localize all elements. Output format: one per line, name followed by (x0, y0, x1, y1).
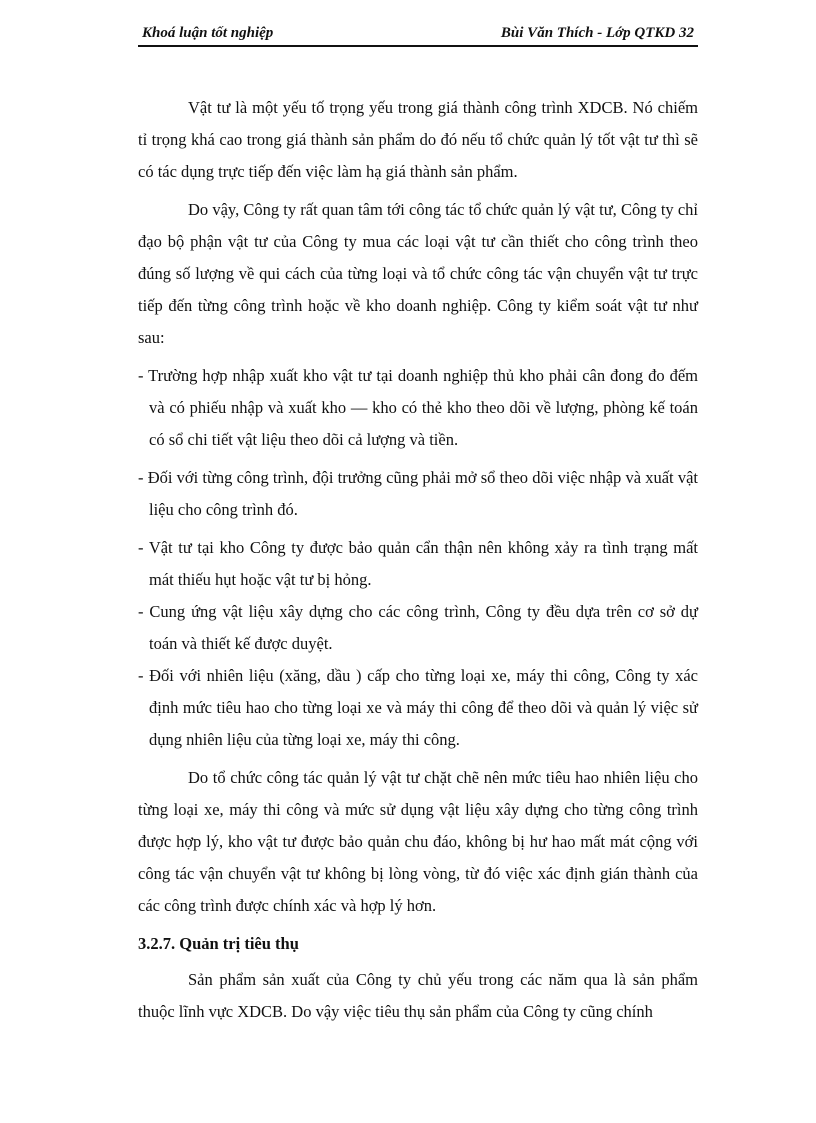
header-rule (138, 45, 698, 47)
page-body (138, 92, 698, 1034)
header-right-author: Bùi Văn Thích - Lớp QTKD 32 (500, 25, 694, 41)
section-heading: 3.2.7. Quản trị tiêu thụ (138, 934, 299, 953)
paragraph: Do tổ chức công tác quản lý vật tư chặt chẽ nên mức tiêu hao nhiên liệu cho từng loại xe, máy thi công và mức sử dụng vật liệu xây dựng cho từng công trình được hợp lý, kho vật tư được bảo quản chu đáo, không bị hư hao mất mát cộng với công tác vận chuyển vật tư không bị lòng vòng, từ đó việc xác định gián thành của các công trình được chính xác và hợp lý hơn. (138, 768, 698, 915)
paragraph: Sản phẩm sản xuất của Công ty chủ yếu trong các năm qua là sản phẩm thuộc lĩnh vực XDCB. Do vậy việc tiêu thụ sản phẩm của Công ty cũng chính (138, 970, 698, 1021)
bullet-item: - Đối với nhiên liệu (xăng, dầu ) cấp cho từng loại xe, máy thi công, Công ty xác định mức tiêu hao cho từng loại xe và máy thi công để theo dõi và quản lý việc sử dụng nhiên liệu của từng loại xe, máy thi công. (138, 666, 698, 749)
running-header (138, 22, 698, 46)
bullet-item: - Vật tư tại kho Công ty được bảo quản cẩn thận nên không xảy ra tình trạng mất mát thiếu hụt hoặc vật tư bị hỏng. (138, 538, 698, 589)
header-left-title: Khoá luận tốt nghiệp (142, 25, 274, 41)
bullet-item: - Đối với từng công trình, đội trưởng cũng phải mở sổ theo dõi việc nhập và xuất vật liệu cho công trình đó. (138, 468, 698, 519)
bullet-item: - Trường hợp nhập xuất kho vật tư tại doanh nghiệp thủ kho phải cân đong đo đếm và có phiếu nhập và xuất kho — kho có thẻ kho theo dõi về lượng, phòng kế toán có sổ chi tiết vật liệu theo dõi cả lượng và tiền. (138, 366, 698, 449)
bullet-item: - Cung ứng vật liệu xây dựng cho các công trình, Công ty đều dựa trên cơ sở dự toán và thiết kế được duyệt. (138, 602, 698, 653)
paragraph: Vật tư là một yếu tố trọng yếu trong giá thành công trình XDCB. Nó chiếm tỉ trọng khá cao trong giá thành sản phẩm do đó nếu tổ chức quản lý tốt vật tư thì sẽ có tác dụng trực tiếp đến việc làm hạ giá thành sản phẩm. (138, 98, 698, 181)
paragraph: Do vậy, Công ty rất quan tâm tới công tác tổ chức quản lý vật tư, Công ty chỉ đạo bộ phận vật tư của Công ty mua các loại vật tư cần thiết cho công trình theo đúng số lượng về qui cách của từng loại và tổ chức công tác vận chuyển vật tư trực tiếp đến từng công trình hoặc về kho doanh nghiệp. Công ty kiểm soát vật tư như sau: (138, 200, 698, 347)
